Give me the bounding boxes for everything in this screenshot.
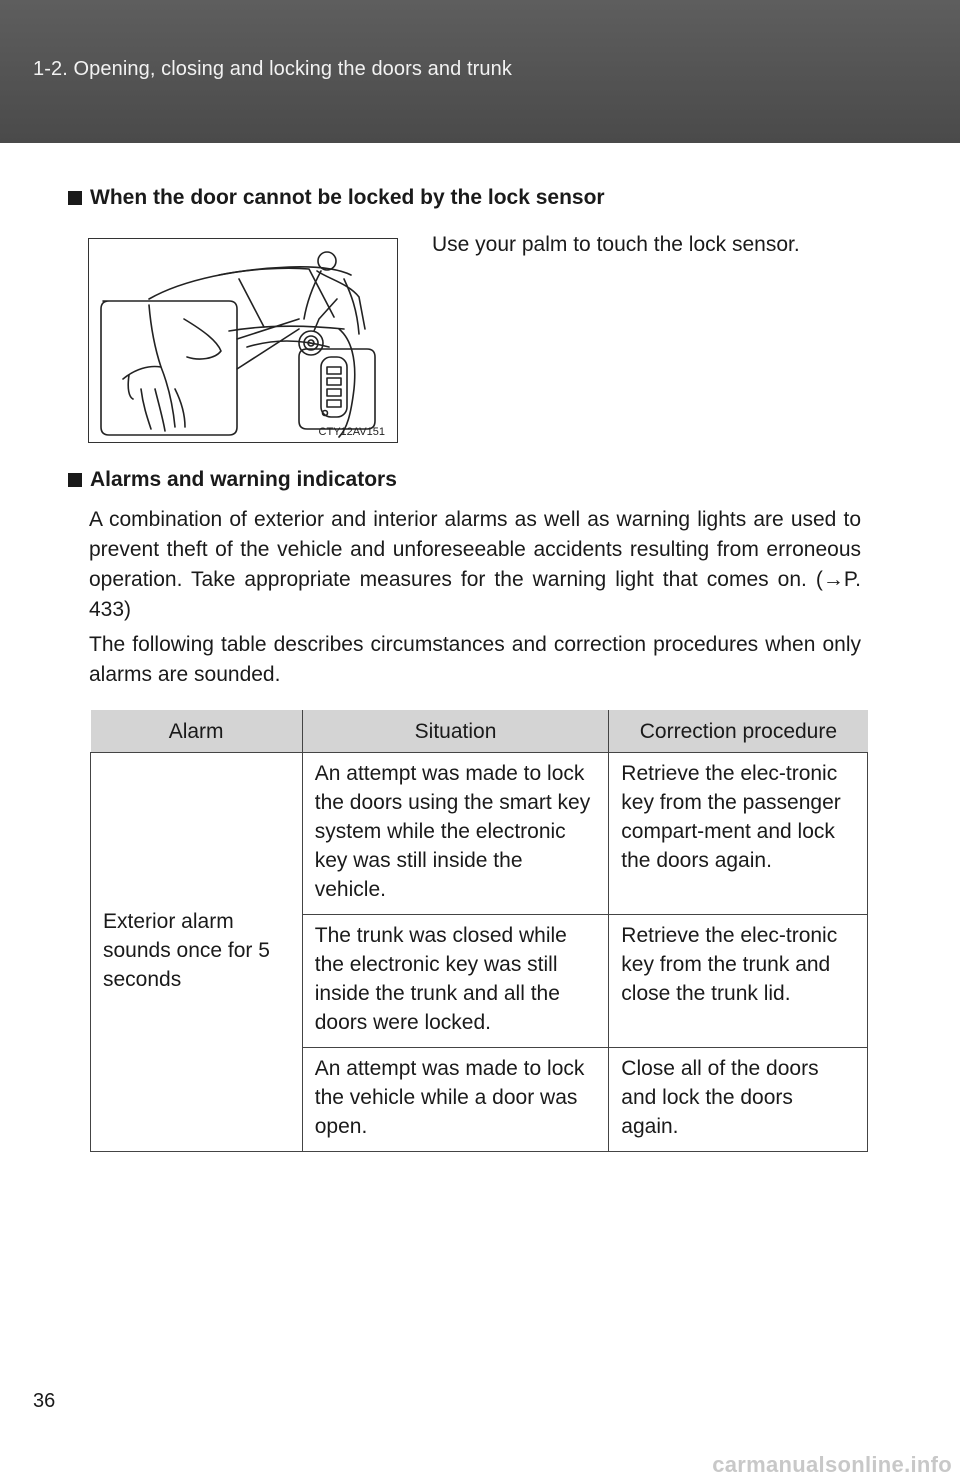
page-number: 36 [33, 1390, 56, 1412]
square-bullet-icon [68, 473, 82, 487]
table-header-row [91, 710, 868, 753]
section-heading-lock-sensor [68, 186, 605, 210]
column-header-correction: Correction procedure [609, 710, 868, 753]
section-heading-alarms [68, 468, 397, 492]
correction-cell: Close all of the doors and lock the doors again. [609, 1048, 868, 1152]
alarm-cell: Exterior alarm sounds once for 5 seconds [91, 753, 303, 1152]
table-intro-paragraph: The following table describes circumstances and correction procedures when only alarms are sounded. [89, 633, 861, 686]
correction-cell: Retrieve the elec-tronic key from the passenger compart-ment and lock the doors again. [609, 753, 868, 915]
alarms-description-paragraph: A combination of exterior and interior alarms as well as warning lights are used to prevent theft of the vehicle and unforeseeable accidents resulting from erroneous operation. Take appropriate measures for the warning light that comes on. (→P. 433) [89, 508, 861, 621]
situation-cell: The trunk was closed while the electronic key was still inside the trunk and all the doors were locked. [302, 915, 609, 1048]
situation-cell: An attempt was made to lock the doors using the smart key system while the electronic key was still inside the vehicle. [302, 753, 609, 915]
car-hand-key-drawing [89, 239, 397, 442]
correction-cell: Retrieve the elec-tronic key from the trunk and close the trunk lid. [609, 915, 868, 1048]
lock-sensor-illustration [88, 238, 398, 443]
column-header-alarm: Alarm [91, 710, 303, 753]
header-section-title: 1-2. Opening, closing and locking the doors and trunk [33, 58, 512, 80]
lock-sensor-instruction: Use your palm to touch the lock sensor. [432, 233, 800, 256]
situation-cell: An attempt was made to lock the vehicle while a door was open. [302, 1048, 609, 1152]
site-watermark: carmanualsonline.info [712, 1452, 952, 1477]
square-bullet-icon [68, 191, 82, 205]
column-header-situation: Situation [302, 710, 609, 753]
section-heading-text: Alarms and warning indicators [90, 468, 397, 491]
alarm-table [90, 710, 868, 1152]
figure-caption: CTY12AV151 [318, 426, 385, 438]
table-row [91, 753, 868, 915]
page-header [0, 0, 960, 143]
section-heading-text: When the door cannot be locked by the lock sensor [90, 186, 605, 209]
